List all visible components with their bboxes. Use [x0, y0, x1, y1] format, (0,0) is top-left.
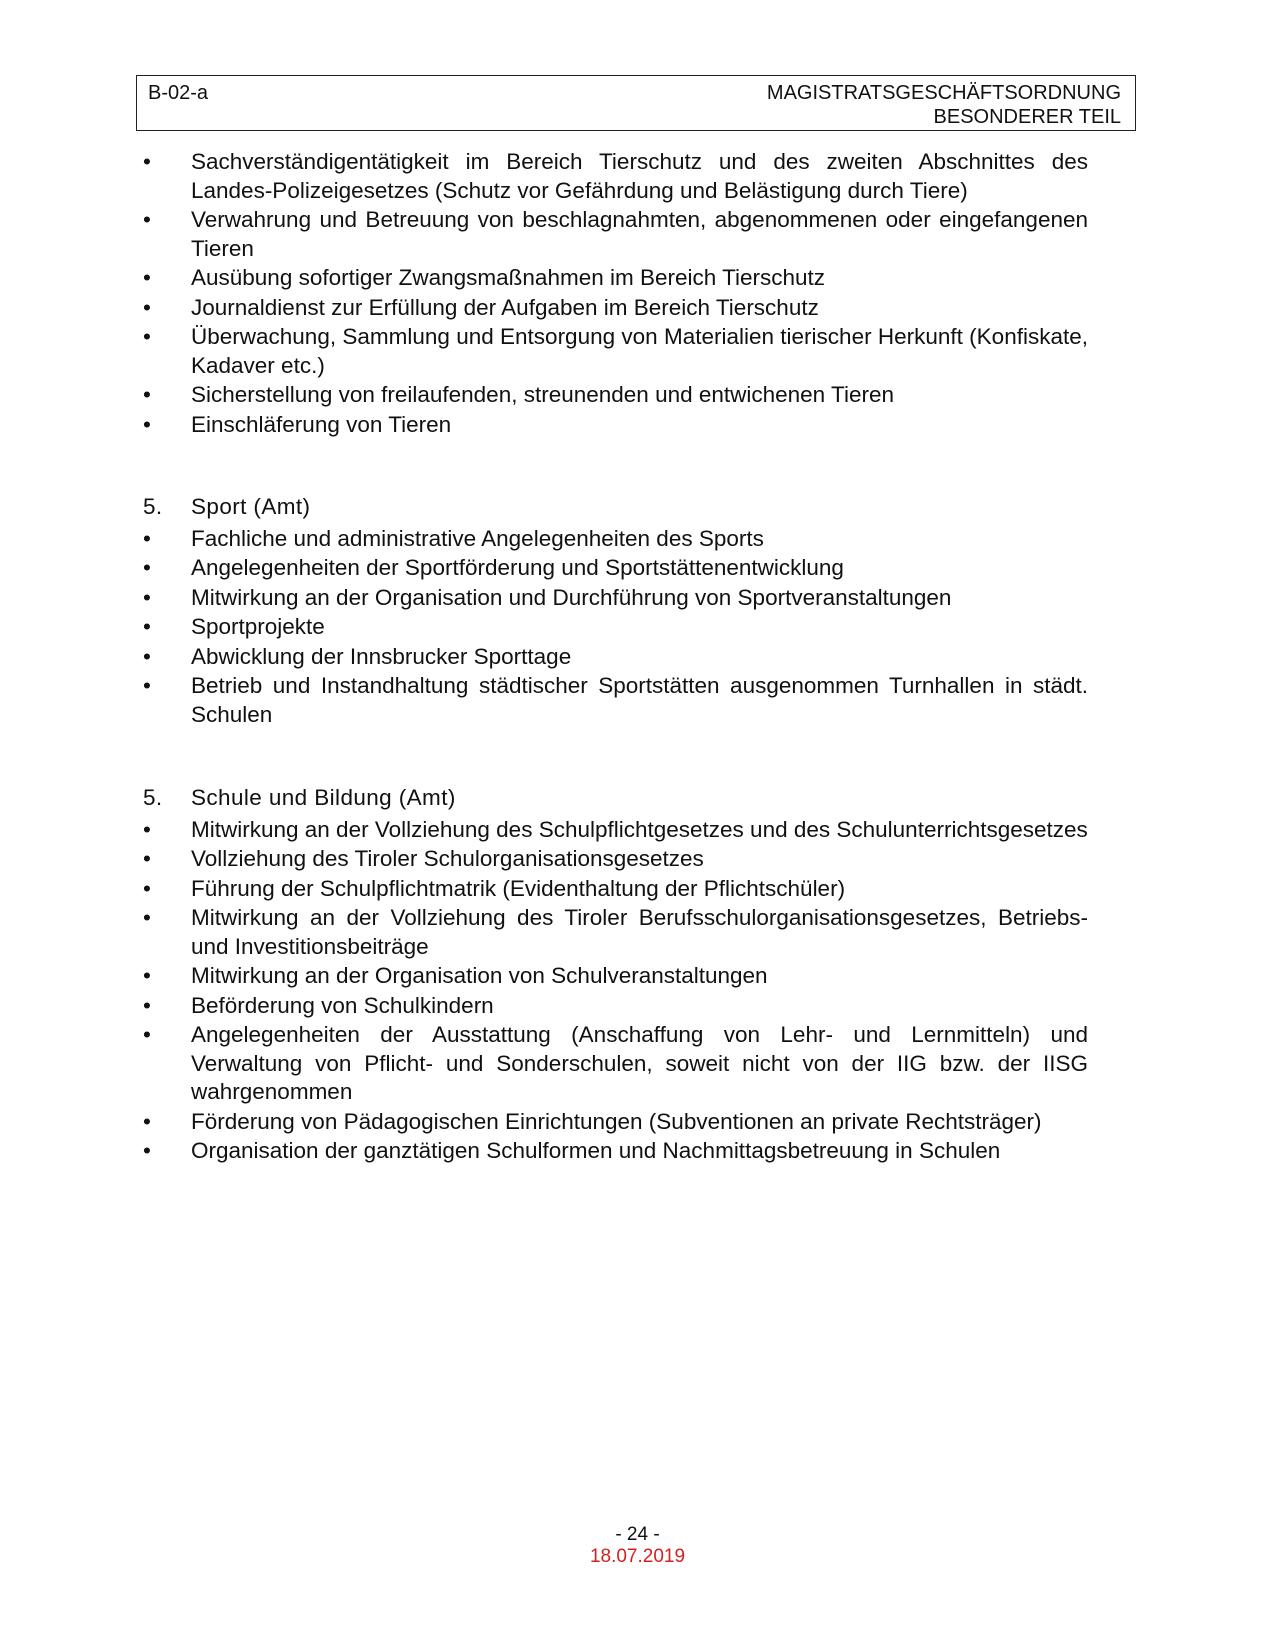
section-number: 5.	[143, 785, 163, 810]
list-item	[143, 584, 1088, 613]
list-item-text: Mitwirkung an der Vollziehung des Tiroler Berufsschulorganisationsgesetzes, Betriebs- und Investitionsbeiträge	[191, 905, 1088, 959]
list-item-text: Angelegenheiten der Sportförderung und Sportstättenentwicklung	[191, 555, 844, 580]
list-item	[143, 148, 1088, 205]
list-item	[143, 411, 1088, 440]
sport-list	[143, 525, 1088, 730]
list-item	[143, 381, 1088, 410]
bullet: •	[143, 207, 151, 232]
page-header	[136, 75, 1136, 131]
section-number: 5.	[143, 494, 163, 519]
bullet: •	[143, 555, 151, 580]
document-title	[767, 81, 1121, 129]
bullet: •	[143, 905, 151, 930]
bullet: •	[143, 584, 151, 610]
section-heading-schule	[143, 784, 1088, 813]
list-item	[143, 845, 1088, 874]
bullet: •	[143, 875, 151, 901]
list-item	[143, 323, 1088, 380]
list-item-text: Einschläferung von Tieren	[191, 411, 452, 437]
list-item-text: Sicherstellung von freilaufenden, streunenden und entwichenen Tieren	[191, 382, 894, 407]
list-item-text: Journaldienst zur Erfüllung der Aufgaben im Bereich Tierschutz	[191, 294, 819, 320]
list-item	[143, 672, 1088, 729]
bullet: •	[143, 1108, 151, 1134]
list-item	[143, 294, 1088, 323]
bullet: •	[143, 382, 151, 407]
list-item	[143, 264, 1088, 293]
list-item-text: Betrieb und Instandhaltung städtischer Sportstätten ausgenommen Turnhallen in städt. Schulen	[191, 673, 1088, 727]
list-item	[143, 992, 1088, 1021]
list-item-text: Förderung von Pädagogischen Einrichtungen (Subventionen an private Rechtsträger)	[191, 1108, 1042, 1134]
list-item-text: Sportprojekte	[191, 614, 325, 639]
list-item-text: Verwahrung und Betreuung von beschlagnahmten, abgenommenen oder eingefangenen Tieren	[191, 207, 1088, 261]
list-item-text: Beförderung von Schulkindern	[191, 992, 494, 1018]
bullet: •	[143, 149, 151, 174]
list-item	[143, 816, 1088, 845]
bullet: •	[143, 1022, 151, 1047]
bullet: •	[143, 525, 151, 551]
bullet: •	[143, 673, 151, 698]
list-item	[143, 613, 1088, 642]
list-item-text: Vollziehung des Tiroler Schulorganisationsgesetzes	[191, 846, 704, 871]
bullet: •	[143, 324, 151, 349]
list-item	[143, 643, 1088, 672]
document-title-line-2: BESONDERER TEIL	[933, 106, 1121, 128]
bullet: •	[143, 614, 151, 639]
list-item-text: Mitwirkung an der Organisation von Schulveranstaltungen	[191, 963, 768, 988]
list-item	[143, 554, 1088, 583]
intro-list	[143, 148, 1088, 439]
bullet: •	[143, 992, 151, 1018]
page-number: - 24 -	[615, 1524, 660, 1545]
bullet: •	[143, 846, 151, 871]
bullet: •	[143, 411, 151, 437]
bullet: •	[143, 643, 151, 669]
list-item-text: Ausübung sofortiger Zwangsmaßnahmen im Bereich Tierschutz	[191, 265, 826, 290]
list-item-text: Fachliche und administrative Angelegenheiten des Sports	[191, 525, 764, 551]
list-item	[143, 206, 1088, 263]
page-body	[143, 148, 1088, 1167]
bullet: •	[143, 294, 151, 320]
document-id: B-02-a	[148, 82, 209, 104]
list-item-text: Sachverständigentätigkeit im Bereich Tierschutz und des zweiten Abschnittes des Landes-Polizeigesetzes (Schutz vor Gefährdung und Belästigung durch Tiere)	[191, 149, 1088, 203]
list-item-text: Überwachung, Sammlung und Entsorgung von Materialien tierischer Herkunft (Konfiskate, Kadaver etc.)	[191, 324, 1088, 378]
section-title: Schule und Bildung (Amt)	[191, 785, 456, 810]
list-item-text: Mitwirkung an der Organisation und Durchführung von Sportveranstaltungen	[191, 584, 952, 610]
list-item-text: Führung der Schulpflichtmatrik (Evidenthaltung der Pflichtschüler)	[191, 875, 846, 901]
list-item	[143, 1137, 1088, 1166]
section-title: Sport (Amt)	[191, 494, 311, 519]
list-item	[143, 1108, 1088, 1137]
list-item	[143, 525, 1088, 554]
document-title-line-1: MAGISTRATSGESCHÄFTSORDNUNG	[766, 82, 1121, 104]
list-item	[143, 962, 1088, 991]
document-date: 18.07.2019	[589, 1546, 686, 1567]
bullet: •	[143, 963, 151, 988]
list-item-text: Angelegenheiten der Ausstattung (Anschaffung von Lehr- und Lernmitteln) und Verwaltung von Pflicht- und Sonderschulen, soweit nicht von der IIG bzw. der IISG wahrgenommen	[191, 1022, 1088, 1104]
bullet: •	[143, 265, 151, 290]
bullet: •	[143, 816, 151, 842]
list-item	[143, 875, 1088, 904]
bullet: •	[143, 1138, 151, 1163]
list-item-text: Organisation der ganztätigen Schulformen und Nachmittagsbetreuung in Schulen	[191, 1138, 1001, 1163]
list-item-text: Mitwirkung an der Vollziehung des Schulpflichtgesetzes und des Schulunterrichtsgesetzes	[191, 816, 1088, 842]
section-heading-sport	[143, 493, 1088, 522]
list-item	[143, 1021, 1088, 1107]
list-item-text: Abwicklung der Innsbrucker Sporttage	[191, 643, 572, 669]
schule-list	[143, 816, 1088, 1166]
list-item	[143, 904, 1088, 961]
